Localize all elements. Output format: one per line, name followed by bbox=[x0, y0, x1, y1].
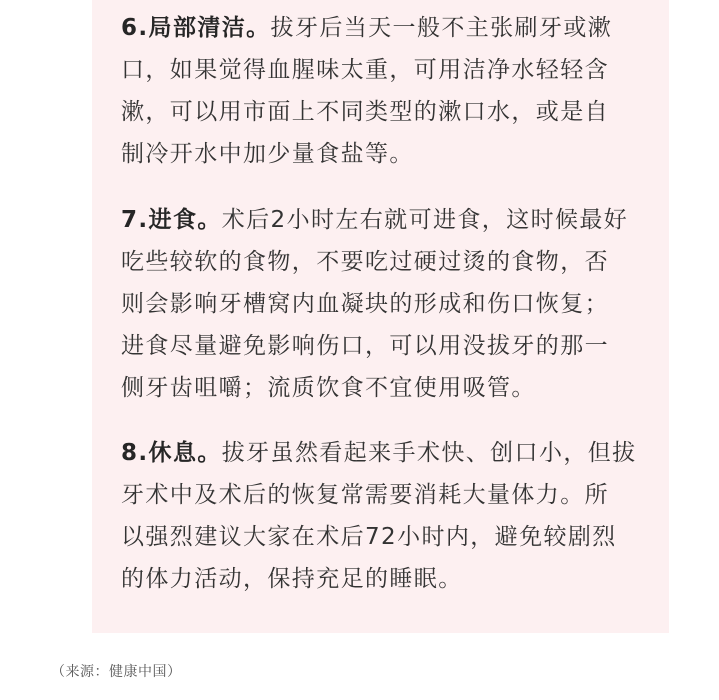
section-rest bbox=[121, 432, 651, 600]
section-text: 口，如果觉得血腥味太重，可用洁净水轻轻含 bbox=[121, 57, 609, 83]
section-text: 吃些较软的食物，不要吃过硬过烫的食物，否 bbox=[121, 249, 609, 275]
section-text: 漱，可以用市面上不同类型的漱口水，或是自 bbox=[121, 99, 609, 125]
section-text: 的体力活动，保持充足的睡眠。 bbox=[121, 566, 463, 592]
section-text: 侧牙齿咀嚼；流质饮食不宜使用吸管。 bbox=[121, 375, 536, 401]
section-local-cleaning bbox=[121, 7, 651, 175]
section-text: 术后2小时左右就可进食，这时候最好 bbox=[221, 207, 629, 233]
section-text: 拔牙虽然看起来手术快、创口小，但拔 bbox=[221, 440, 637, 466]
section-first-line bbox=[121, 199, 651, 241]
section-eating bbox=[121, 199, 651, 409]
section-heading: 6.局部清洁。 bbox=[121, 15, 271, 41]
section-text: 拔牙后当天一般不主张刷牙或漱 bbox=[270, 15, 613, 41]
section-first-line bbox=[121, 432, 651, 474]
section-text: 进食尽量避免影响伤口，可以用没拔牙的那一 bbox=[121, 333, 609, 359]
section-heading: 8.休息。 bbox=[121, 440, 222, 466]
section-heading: 7.进食。 bbox=[121, 207, 222, 233]
section-first-line bbox=[121, 7, 651, 49]
source-note: （来源：健康中国） bbox=[51, 664, 182, 680]
section-text: 牙术中及术后的恢复常需要消耗大量体力。所 bbox=[121, 482, 609, 508]
section-text: 则会影响牙槽窝内血凝块的形成和伤口恢复； bbox=[121, 291, 609, 317]
section-text: 制冷开水中加少量食盐等。 bbox=[121, 141, 414, 167]
section-text: 以强烈建议大家在术后72小时内，避免较剧烈 bbox=[121, 524, 617, 550]
